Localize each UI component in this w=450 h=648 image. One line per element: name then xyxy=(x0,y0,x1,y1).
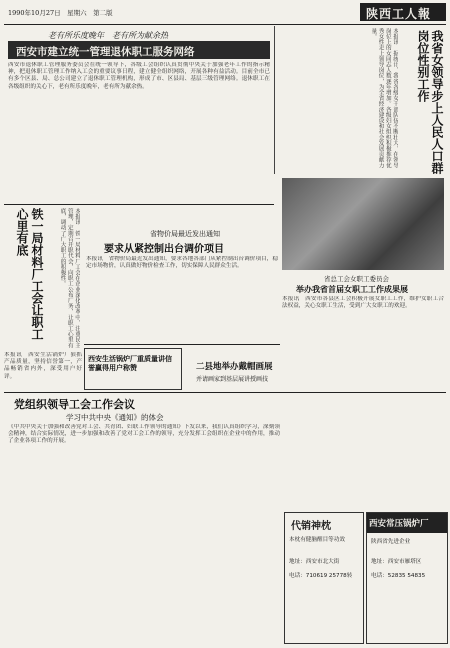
paper-name: 陕西工人報 xyxy=(366,7,432,21)
boiler-story-title: 西安生活锅炉厂重质量讲信誉赢得用户称赞 xyxy=(88,354,172,372)
rule-center-lower xyxy=(84,344,280,345)
sidebar-title: 铁一局材料厂工会让职工心里有底 xyxy=(15,208,44,340)
news-photo xyxy=(282,178,444,270)
masthead xyxy=(0,0,450,24)
masthead-logo-block xyxy=(360,3,446,21)
far-right-body: 本报讯 西安市各县区工会积极开展女职工工作，维护女职工合法权益，关心女职工生活，受到广大女职工的欢迎。 xyxy=(282,296,444,310)
ad-boiler-title-block xyxy=(367,513,447,533)
center-kicker: 省物价局最近发出通知 xyxy=(150,230,220,238)
bottom-body: 《中共中央关于加强和改善党对工会、共青团、妇联工作领导的通知》下发以来，我们认真组织学习，深刻领会精神，结合实际情况，进一步加强和改善了党对工会工作的领导，充分发挥工会组织在企业中的作用，推动了企业各项工作的开展。 xyxy=(8,424,280,445)
ad-pillow xyxy=(284,512,364,644)
rule-right xyxy=(274,26,275,174)
boiler-story-body: 本报讯 西安生活锅炉厂狠抓产品质量，坚持信誉第一，产品畅销省内外，深受用户好评。 xyxy=(4,352,82,380)
rule-bottom xyxy=(4,392,446,393)
masthead-rule xyxy=(4,24,446,25)
center-body: 本报讯 省物价局最近发出通知，要求各地各部门从紧控制出台调价项目，稳定市场物价，认真做好物价检查工作，切实保障人民群众生活。 xyxy=(86,256,278,270)
lead-title: 西安市建立统一管理退休职工服务网络 xyxy=(16,46,195,58)
photo-title: 举办我省首届女职工工作成果展 xyxy=(296,284,408,294)
bottom-title: 学习中共中央《通知》的体会 xyxy=(66,413,164,422)
ad-pillow-line2: 地址：西安市北大街 xyxy=(289,559,340,565)
ad-boiler-line2: 地址：西安市雁塔区 xyxy=(371,559,422,565)
rule-mid-left xyxy=(4,204,274,205)
photo-caption: 省总工会女职工委员会 xyxy=(324,275,389,283)
lead-body: 西安市退休职工管理服务委员会在统一领导下，各级工会组织认真贯彻中央关于加强老年工作的指示精神，把退休职工管理工作纳入工会的重要议事日程，建立健全组织网络，开展各种有益活动。目前全市已有多个区县、局、总公司建立了退休职工管理机构，形成了市、区县局、基层三级管理网络。退休职工在各级组织的关心下，老有所乐度晚年，老有所为献余热。 xyxy=(8,62,270,90)
right-vertical-title: 我省女领导步上人民人口群岗位性别工作 xyxy=(416,30,444,174)
ad-pillow-title: 代销神枕 xyxy=(291,521,331,532)
lead-title-banner xyxy=(8,41,270,59)
ad-boiler xyxy=(366,512,448,644)
bottom-kicker: 党组织领导工会工作会议 xyxy=(14,398,135,411)
ad-boiler-title: 西安常压锅炉厂 xyxy=(369,519,429,529)
ad-boiler-line1: 陕西省先进企业 xyxy=(371,539,411,545)
ad-boiler-contact: 电话：52835 54835 xyxy=(371,573,426,579)
sidebar-body: 本报讯 铁一局材料厂工会在企业深化改革中，注重民主管理，定期召开职代会，向职工公布厂务，让职工心里有底，调动了广大职工的积极性。 xyxy=(59,208,80,348)
ad-pillow-contact: 电话：710619 25778转 xyxy=(289,573,353,579)
center-title: 要求从紧控制出台调价项目 xyxy=(104,244,224,255)
right-vertical-body: 本报讯 据统计，我省各级女干部队伍不断壮大，在领导岗位上的女同志人数逐年增加。各级妇女组织积极推荐优秀女性走上领导岗位，为全省经济建设和社会发展贡献力量。 xyxy=(370,28,398,168)
lead-kicker: 老有所乐度晚年 老有所为献余热 xyxy=(48,31,168,40)
date-line: 1990年10月27日 星期六 第二版 xyxy=(8,9,113,17)
painting-subtitle: 并请画家到基层展讲授画技 xyxy=(196,376,269,383)
ad-pillow-line1: 本枕有健脑醒目等功效 xyxy=(289,537,345,543)
painting-title: 二县地举办戴帽画展 xyxy=(196,362,273,372)
